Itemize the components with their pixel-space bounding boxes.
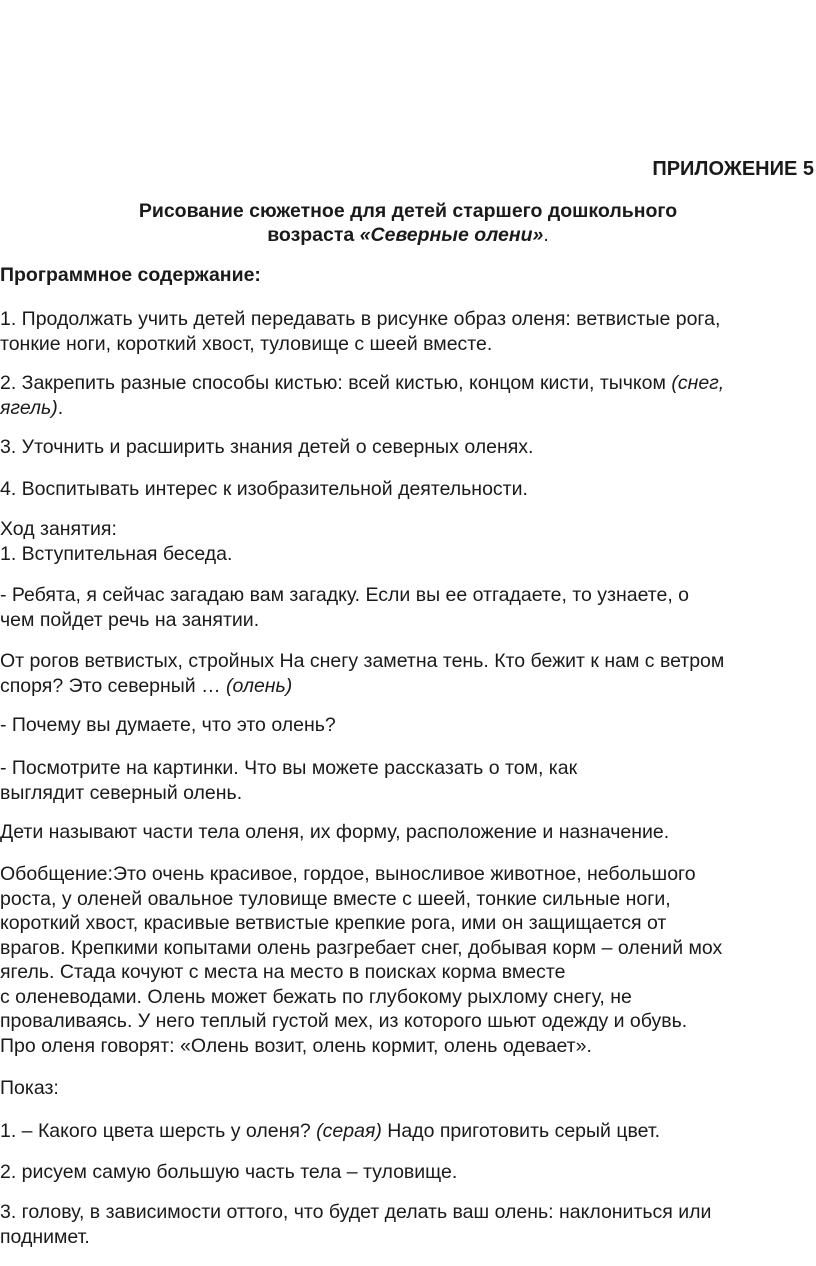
program-item-2-italic-a: (снег, — [671, 372, 725, 394]
title-period: . — [543, 224, 549, 246]
program-item-2-line-1 — [0, 371, 816, 396]
program-item-2 — [0, 371, 816, 420]
riddle-intro-line-2: чем пойдет речь на занятии. — [0, 608, 260, 631]
summary-line-1: Обобщение:Это очень красивое, гордое, выносливое животное, небольшого — [0, 863, 696, 885]
summary-line-5: ягель. Стада кочуют с места на место в поисках корма вместе — [0, 961, 566, 983]
riddle-answer: (олень) — [226, 674, 293, 697]
program-item-2-period: . — [57, 396, 64, 419]
document-title — [0, 199, 816, 247]
question: - Почему вы думаете, что это олень? — [0, 714, 336, 736]
show-step-1-text-a: 1. – Какого цвета шерсть у оленя? — [0, 1120, 317, 1142]
summary-line-7: проваливаясь. У него теплый густой мех, из которого шьют одежду и обувь. — [0, 1010, 688, 1032]
title-line-2-prefix: возраста — [267, 224, 360, 246]
show-step-3-line-2: поднимет. — [0, 1225, 90, 1248]
summary-line-2: роста, у оленей овальное туловище вместе с шеей, тонкие сильные ноги, — [0, 887, 671, 910]
appendix-label: ПРИЛОЖЕНИЕ 5 — [652, 158, 814, 180]
look-line-2: выглядит северный олень. — [0, 781, 243, 804]
riddle-line-1: От рогов ветвистых, стройных На снегу заметна тень. Кто бежит к нам с ветром — [0, 650, 725, 672]
summary-line-3: короткий хвост, красивые ветвистые крепкие рога, ими он защищается от — [0, 912, 667, 934]
show-step-1-italic: (серая) — [316, 1120, 382, 1142]
show-step-3-line-1: 3. голову, в зависимости оттого, что будет делать ваш олень: наклониться или — [0, 1201, 712, 1223]
summary — [0, 862, 816, 1058]
summary-line-4: врагов. Крепкими копытами олень разгребает снег, добывая корм – олений мох — [0, 936, 723, 959]
riddle-intro — [0, 583, 816, 632]
lesson-intro — [0, 517, 816, 566]
program-item-1-line-1: 1. Продолжать учить детей передавать в рисунке образ оленя: ветвистые рога, — [0, 308, 721, 330]
lesson-step-1: 1. Вступительная беседа. — [0, 542, 233, 565]
title-line-1: Рисование сюжетное для детей старшего дошкольного — [138, 200, 678, 222]
title-theme: «Северные олени» — [359, 224, 544, 246]
children-answer: Дети называют части тела оленя, их форму, расположение и назначение. — [0, 821, 670, 843]
summary-line-8: Про оленя говорят: «Олень возит, олень кормит, олень одевает». — [0, 1034, 592, 1057]
show-step-3 — [0, 1200, 816, 1249]
program-item-2-line-2 — [0, 396, 816, 421]
program-item-4: 4. Воспитывать интерес к изобразительной деятельности. — [0, 478, 528, 500]
summary-line-6: с оленеводами. Олень может бежать по глубокому рыхлому снегу, не — [0, 985, 632, 1008]
program-item-2-italic-b: ягель) — [0, 396, 58, 419]
program-heading: Программное содержание: — [0, 264, 261, 286]
look-line-1: - Посмотрите на картинки. Что вы можете рассказать о том, как — [0, 757, 578, 779]
program-item-3: 3. Уточнить и расширить знания детей о северных оленях. — [0, 436, 534, 458]
lesson-heading: Ход занятия: — [0, 518, 117, 540]
program-item-1 — [0, 307, 816, 356]
show-step-2: 2. рисуем самую большую часть тела – туловище. — [0, 1161, 458, 1183]
riddle-line-2 — [0, 674, 816, 699]
riddle-intro-line-1: - Ребята, я сейчас загадаю вам загадку. Если вы ее отгадаете, то узнаете, о — [0, 584, 690, 606]
look-instruction — [0, 756, 816, 805]
show-step-1-text-b: Надо приготовить серый цвет. — [381, 1120, 661, 1142]
riddle — [0, 649, 816, 698]
show-heading: Показ: — [0, 1077, 59, 1099]
program-item-2-text: 2. Закрепить разные способы кистью: всей кистью, концом кисти, тычком — [0, 372, 672, 394]
show-step-1 — [0, 1119, 816, 1144]
riddle-line-2-text: споря? Это северный … — [0, 674, 227, 697]
title-line-2 — [0, 223, 816, 247]
program-item-1-line-2: тонкие ноги, короткий хвост, туловище с шеей вместе. — [0, 332, 493, 355]
